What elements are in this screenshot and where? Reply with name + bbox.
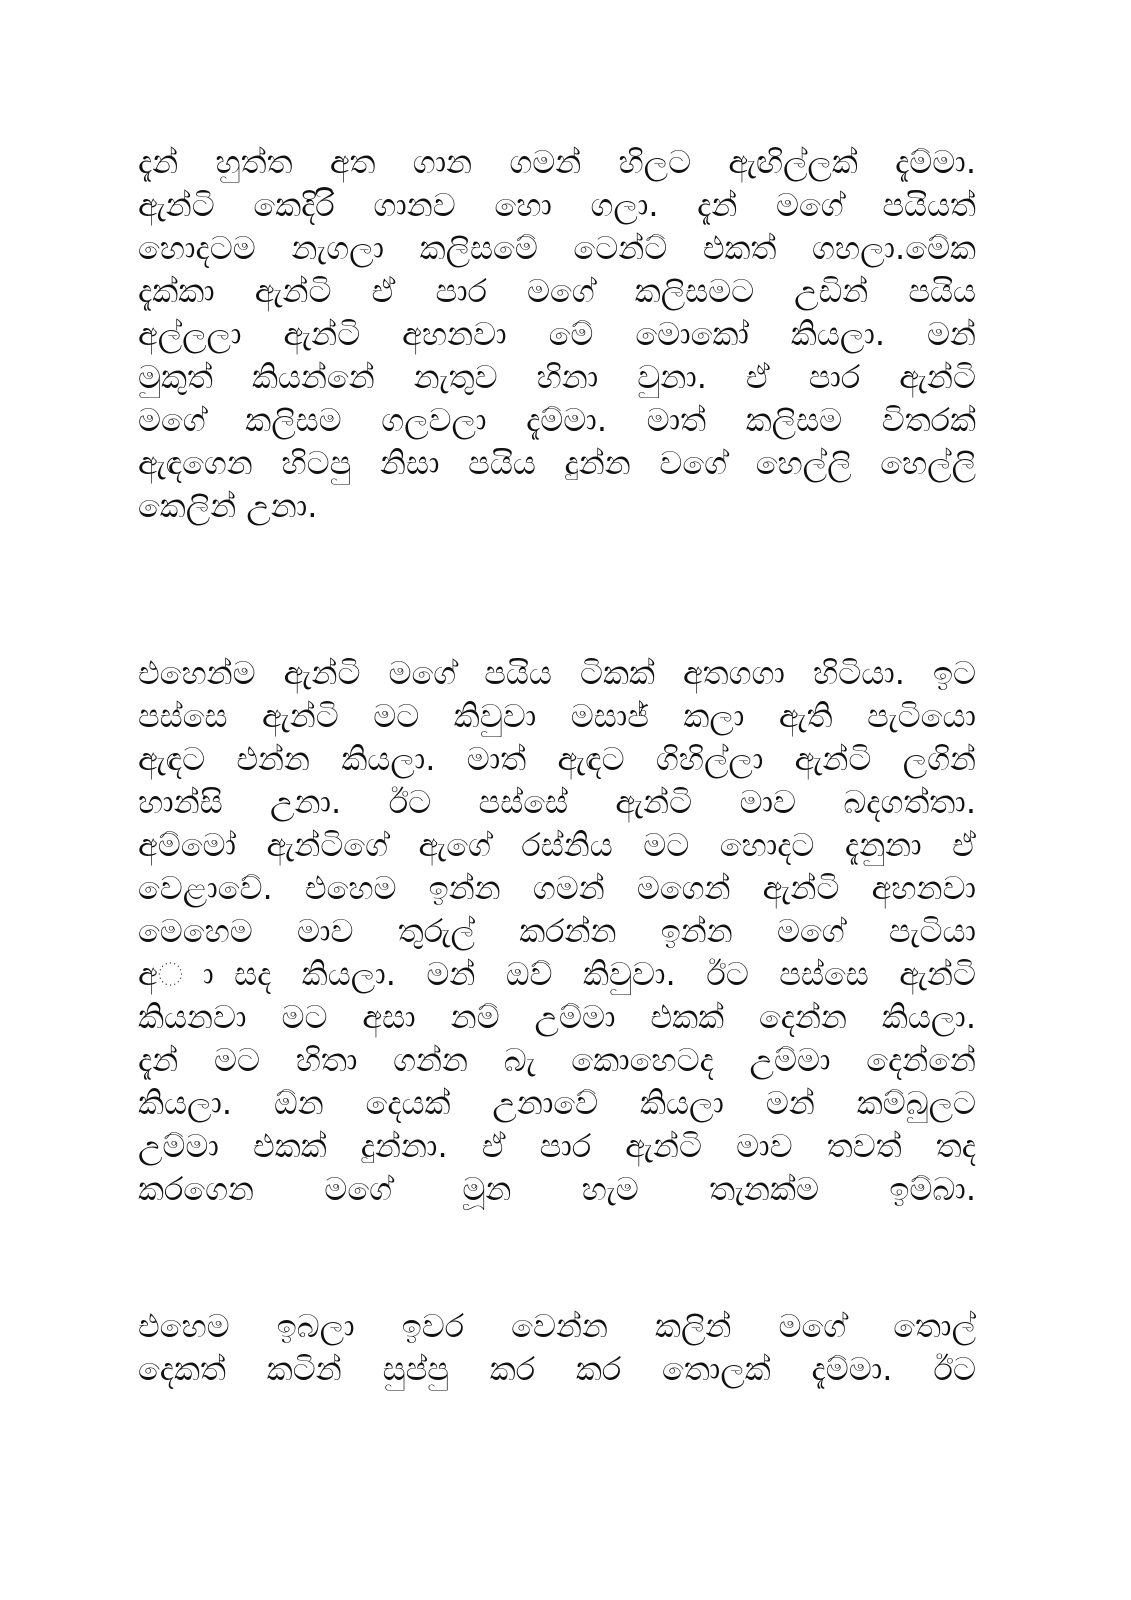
text-line: දැන් හුත්ත අත ගාන ගමන් හිලට ඇඟිල්ලක් දැම්මා.	[138, 143, 976, 181]
text-line: ඇන්ටි කෙදිරි ගානව හො ගලා. දැන් මගේ පයියත්	[138, 186, 976, 224]
text-line: හොදටම නැගලා කලිසමේ ටෙන්ට් එකත් ගහලා.මේක	[138, 229, 976, 267]
text-line: කියලා. ඕන දෙයක් උනාවේ කියලා මන් කම්බුලට	[138, 1084, 976, 1122]
text-line: ඇඳගෙන හිටපු නිසා පයිය දුන්න වගේ හෙල්ලි හෙල්ලි	[138, 444, 976, 482]
text-line: කෙලින් උනා.	[138, 487, 318, 525]
text-line: පස්සෙ ඇන්ටි මට කිවුවා මසාජ් කලා ඇති පැටියො	[138, 697, 976, 735]
text-line: කරගෙන මගේ මූන හැම තැනක්ම ඉම්බා.	[138, 1170, 976, 1208]
text-line: මගේ කලිසම ගලවලා දැම්මා. මාත් කලිසම විතරක්	[138, 401, 976, 439]
text-line: අම්මෝ ඇන්ටිගේ ඇගේ රස්නිය මට හොදට දැනුනා ඒ	[138, 826, 976, 864]
text-line: අ◌ාසද කියලා. මන් ඔව් කිවුවා. ඊට පස්සෙ ඇන්ටි	[138, 955, 976, 993]
text-line: දැන් මට හිතා ගන්න බැ කොහෙටද උම්මා දෙන්නේ	[138, 1041, 976, 1079]
paragraph-2	[138, 652, 976, 1211]
text-line: වෙළාවේ. එහෙම ඉන්න ගමන් මගෙන් ඇන්ටි අහනවා	[138, 869, 976, 907]
text-line: මුකුත් කියන්නේ නැතුව හිනා වුනා. ඒ පාර ඇන්ටි	[138, 358, 976, 396]
text-line: දැක්කා ඇන්ටි ඒ පාර මගේ කලිසමට උඩින් පයිය	[138, 272, 976, 310]
text-line: එහෙම ඉබලා ඉවර වෙන්න කලින් මගේ තොල්	[138, 1307, 976, 1345]
text-line: හාන්සි උනා. ඊට පස්සේ ඇන්ටි මාව බදගත්තා.	[138, 783, 976, 821]
paragraph-1	[138, 141, 976, 528]
text-line: උම්මා එකක් දුන්නා. ඒ පාර ඇන්ටි මාව තවත් තද	[138, 1127, 976, 1165]
text-line: ඇඳට එන්න කියලා. මාත් ඇඳට ගිහිල්ලා ඇන්ටි ලගින්	[138, 740, 976, 778]
text-line: දෙකත් කටින් සුප්පු කර කර තොලක් දැම්මා. ඊට	[138, 1350, 976, 1388]
text-line: අල්ලලා ඇන්ටි අහනවා මේ මොකෝ කියලා. මන්	[138, 315, 976, 353]
paragraph-3	[138, 1305, 976, 1391]
text-line: මෙහෙම මාව තුරුල් කරන්න ඉන්න මගේ පැටියා	[138, 912, 976, 950]
text-line: කියනවා මට අසා නම් උම්මා එකක් දෙන්න කියලා.	[138, 998, 976, 1036]
text-line: එහෙන්ම ඇන්ටි මගේ පයිය ටිකක් අතගගා හිටියා. ඉට	[138, 654, 976, 692]
